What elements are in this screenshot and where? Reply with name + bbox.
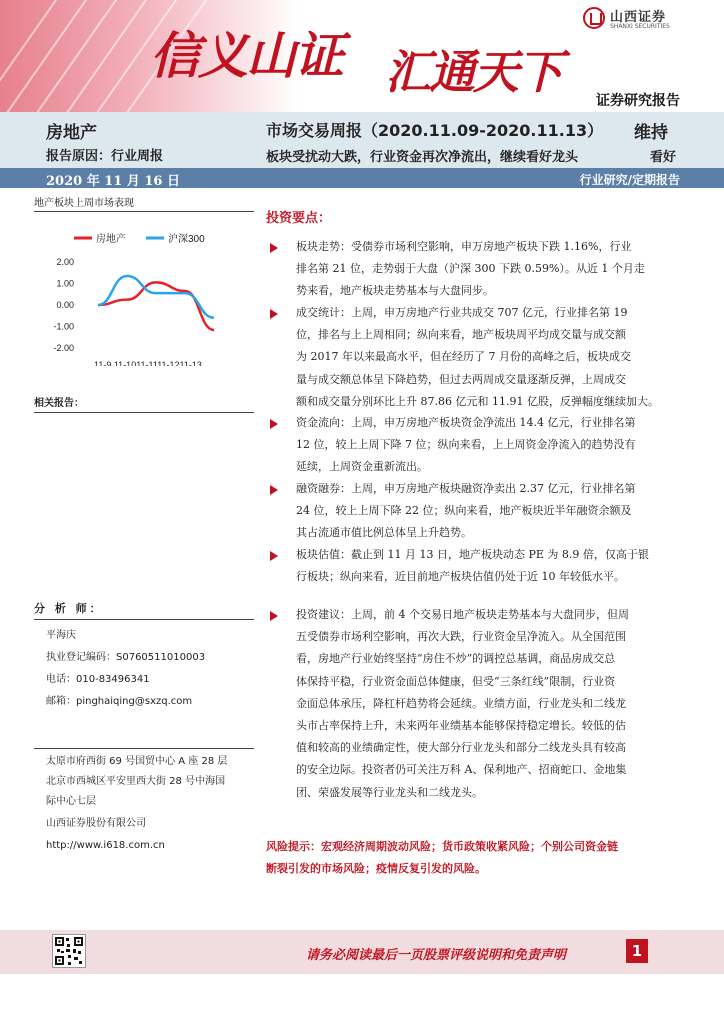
key-point-line: 体保持平稳，行业资金面总体健康，但受“三条红线”限制，行业资 <box>296 674 616 688</box>
market-chart <box>34 216 254 366</box>
key-point-line: 看，房地产行业始终坚持“房住不炒”的调控总基调，商品房成交总 <box>296 652 616 666</box>
header-banner <box>0 0 724 112</box>
slogan-part2: 汇通天下 <box>385 45 561 99</box>
website-link[interactable]: http://www.i618.com.cn <box>46 840 165 851</box>
email[interactable]: 邮箱：pinghaiqing@sxzq.com <box>46 696 193 707</box>
slogan-part1: 信义山证 <box>150 26 342 85</box>
key-point-line: 资金流向：上周，申万房地产板块资金净流出 14.4 亿元，行业排名第 <box>296 416 636 429</box>
legend-label: 沪深300 <box>168 234 205 245</box>
key-point-line: 五受债券市场利空影响，再次大跌，行业资金呈净流入。从全国范围 <box>296 630 626 644</box>
address-line: 北京市西城区平安里西大街 28 号中海国 <box>46 776 226 787</box>
address-line: 际中心七层 <box>46 796 96 807</box>
bullet-arrow-icon <box>270 419 278 429</box>
series-line <box>98 282 214 330</box>
key-point-paragraph <box>296 412 682 479</box>
logo-cn: 山西证券 <box>610 10 667 25</box>
key-point-paragraph <box>296 478 682 545</box>
key-point-line: 金面总体承压，降杠杆趋势将会延续。业绩方面，行业龙头和二线龙 <box>296 696 626 710</box>
address-divider <box>34 748 254 749</box>
analyst-name: 平海庆 <box>46 630 76 641</box>
key-point-line: 势来看，地产板块走势基本与大盘同步。 <box>296 284 494 298</box>
key-points-heading: 投资要点： <box>266 211 332 226</box>
key-point-line: 头市占率保持上升，未来两年业绩基本能够保持稳定增长。较低的估 <box>296 719 626 733</box>
report-title: 市场交易周报（2020.11.09-2020.11.13） <box>266 121 604 140</box>
legend-label: 房地产 <box>96 234 126 245</box>
report-label: 证券研究报告 <box>596 93 680 109</box>
y-tick-label: -1.00 <box>53 321 74 332</box>
bullet-arrow-icon <box>270 243 278 253</box>
disclaimer: 请务必阅读最后一页股票评级说明和免责声明 <box>306 948 567 963</box>
report-date: 2020 年 11 月 16 日 <box>46 174 180 189</box>
address-line: 太原市府西街 69 号国贸中心 A 座 28 层 <box>46 756 228 767</box>
bullet-arrow-icon <box>270 485 278 495</box>
key-point-paragraph <box>296 302 682 413</box>
key-point-line: 额和成交量分别环比上升 87.86 亿元和 11.91 亿股，反弹幅度继续加大。 <box>296 394 659 408</box>
key-point-line: 成交统计：上周，申万房地产行业共成交 707 亿元，行业排名第 19 <box>296 306 628 319</box>
risk-line: 风险提示：宏观经济周期波动风险；货币政策收紧风险；个别公司资金链 <box>266 840 618 853</box>
key-point-line: 的安全边际。投资者仍可关注万科 A、保利地产、招商蛇口、金地集 <box>296 763 627 777</box>
key-point-paragraph <box>296 604 682 804</box>
company-logo <box>583 6 693 36</box>
key-point-line: 融资融券：上周，申万房地产板块融资净卖出 2.37 亿元，行业排名第 <box>296 482 636 495</box>
related-reports-heading: 相关报告： <box>34 394 254 413</box>
y-tick-label: 2.00 <box>56 257 74 267</box>
logo-en: SHANXI SECURITIES <box>610 23 670 30</box>
sector-name: 房地产 <box>46 123 97 143</box>
report-subtitle: 板块受扰动大跌，行业资金再次净流出，继续看好龙头 <box>266 150 579 165</box>
page-number: 1 <box>626 939 648 963</box>
bullet-arrow-icon <box>270 309 278 319</box>
y-tick-label: 1.00 <box>56 278 74 289</box>
rating-sub: 看好 <box>650 150 677 165</box>
key-point-line: 24 位，较上上周下降 22 位；纵向来看，地产板块近半年融资余额及 <box>296 504 632 518</box>
license-number: 执业登记编码：S0760511010003 <box>46 652 206 663</box>
key-point-line: 板块估值：截止到 11 月 13 日，地产板块动态 PE 为 8.9 倍，仅高于银 <box>296 548 649 561</box>
key-point-paragraph <box>296 236 682 303</box>
company-name: 山西证券股份有限公司 <box>46 818 146 829</box>
risk-warning <box>266 836 684 880</box>
qr-code-icon <box>52 934 86 968</box>
chart-heading: 地产板块上周市场表现 <box>34 194 254 212</box>
logo-mark-icon <box>583 7 605 29</box>
key-point-line: 12 位，较上上周下降 7 位；纵向来看，上上周资金净流入的趋势没有 <box>296 438 636 452</box>
phone: 电话：010-83496341 <box>46 674 150 685</box>
key-point-line: 其占流通市值比例总体呈上升趋势。 <box>296 526 472 540</box>
bullet-arrow-icon <box>270 551 278 561</box>
analyst-heading: 分 析 师： <box>34 600 254 620</box>
key-point-line: 行板块；纵向来看，近目前地产板块估值仍处于近 10 年较低水平。 <box>296 570 625 584</box>
key-point-line: 投资建议：上周，前 4 个交易日地产板块走势基本与大盘同步，但周 <box>296 608 629 621</box>
chart-svg <box>34 216 254 366</box>
rating: 维持 <box>634 123 668 143</box>
key-point-line: 板块走势：受债券市场利空影响，申万房地产板块下跌 1.16%，行业 <box>296 240 632 253</box>
key-point-line: 量与成交额总体呈下降趋势，但过去两周成交量逐渐反弹，上周成交 <box>296 372 626 386</box>
y-tick-label: -2.00 <box>53 343 74 353</box>
report-type: 行业研究/定期报告 <box>579 173 680 187</box>
key-point-line: 位，排名与上上周相同；纵向来看，地产板块周平均成交量与成交额 <box>296 328 626 342</box>
key-point-line: 延续，上周资金重新流出。 <box>296 460 428 474</box>
key-point-line: 值和较高的业绩确定性，使大部分行业龙头和部分二线龙头具有较高 <box>296 741 626 755</box>
key-point-line: 为 2017 年以来最高水平，但在经历了 7 月份的高峰之后，板块成交 <box>296 350 631 364</box>
bullet-arrow-icon <box>270 611 278 621</box>
risk-line: 断裂引发的市场风险；疫情反复引发的风险。 <box>266 862 486 875</box>
key-point-line: 团、荣盛发展等行业龙头和二线龙头。 <box>296 785 483 799</box>
y-tick-label: 0.00 <box>56 300 74 310</box>
x-tick-labels: 11-9 11-1011-1111-1211-13 <box>94 360 202 366</box>
key-point-line: 排名第 21 位，走势弱于大盘（沪深 300 下跌 0.59%）。从近 1 个月走 <box>296 262 645 276</box>
report-reason: 报告原因：行业周报 <box>46 149 164 164</box>
key-point-paragraph <box>296 544 682 588</box>
